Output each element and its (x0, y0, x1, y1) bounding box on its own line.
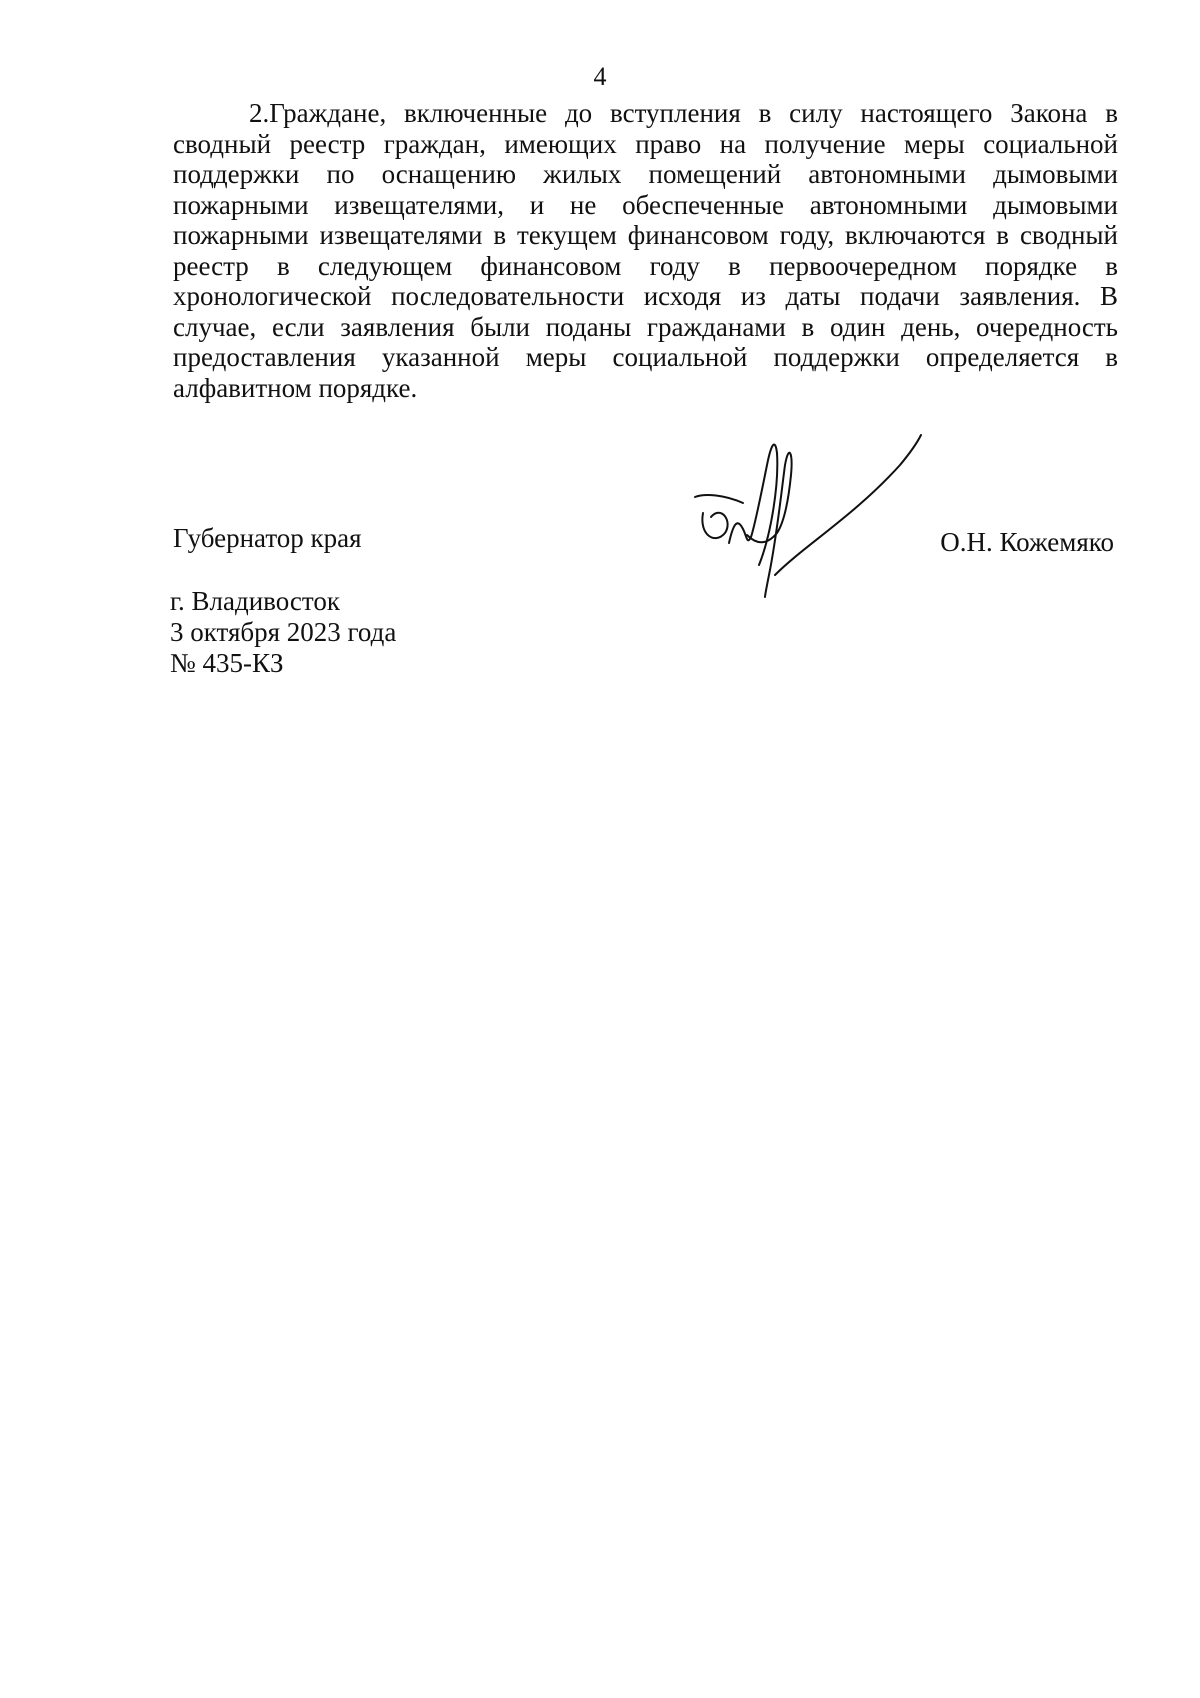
page-number: 4 (593, 62, 607, 91)
footer-law-number: № 435-КЗ (170, 648, 284, 678)
footer-city: г. Владивосток (170, 586, 340, 616)
signatory-name: О.Н. Кожемяко (940, 527, 1114, 557)
footer-date: 3 октября 2023 года (170, 617, 397, 647)
law-paragraph-2: 2.Граждане, включенные до вступления в силу настоящего Закона в сводный реестр граждан, имеющих право на получение меры социальной поддержки по оснащению жилых помещений автономными дымовыми пожарными извещателями, и не обеспеченные автономными дымовыми пожарными извещателями в текущем финансовом году, включаются в сводный реестр в следующем финансовом году в первоочередном порядке в хронологической последовательности исходя из даты подачи заявления. В случае, если заявления были поданы гражданами в один день, очередность предоставления указанной меры социальной поддержки определяется в алфавитном порядке. (173, 98, 1118, 403)
handwritten-signature-icon (685, 425, 945, 600)
document-footer (170, 586, 396, 679)
signatory-title: Губернатор края (173, 523, 362, 553)
